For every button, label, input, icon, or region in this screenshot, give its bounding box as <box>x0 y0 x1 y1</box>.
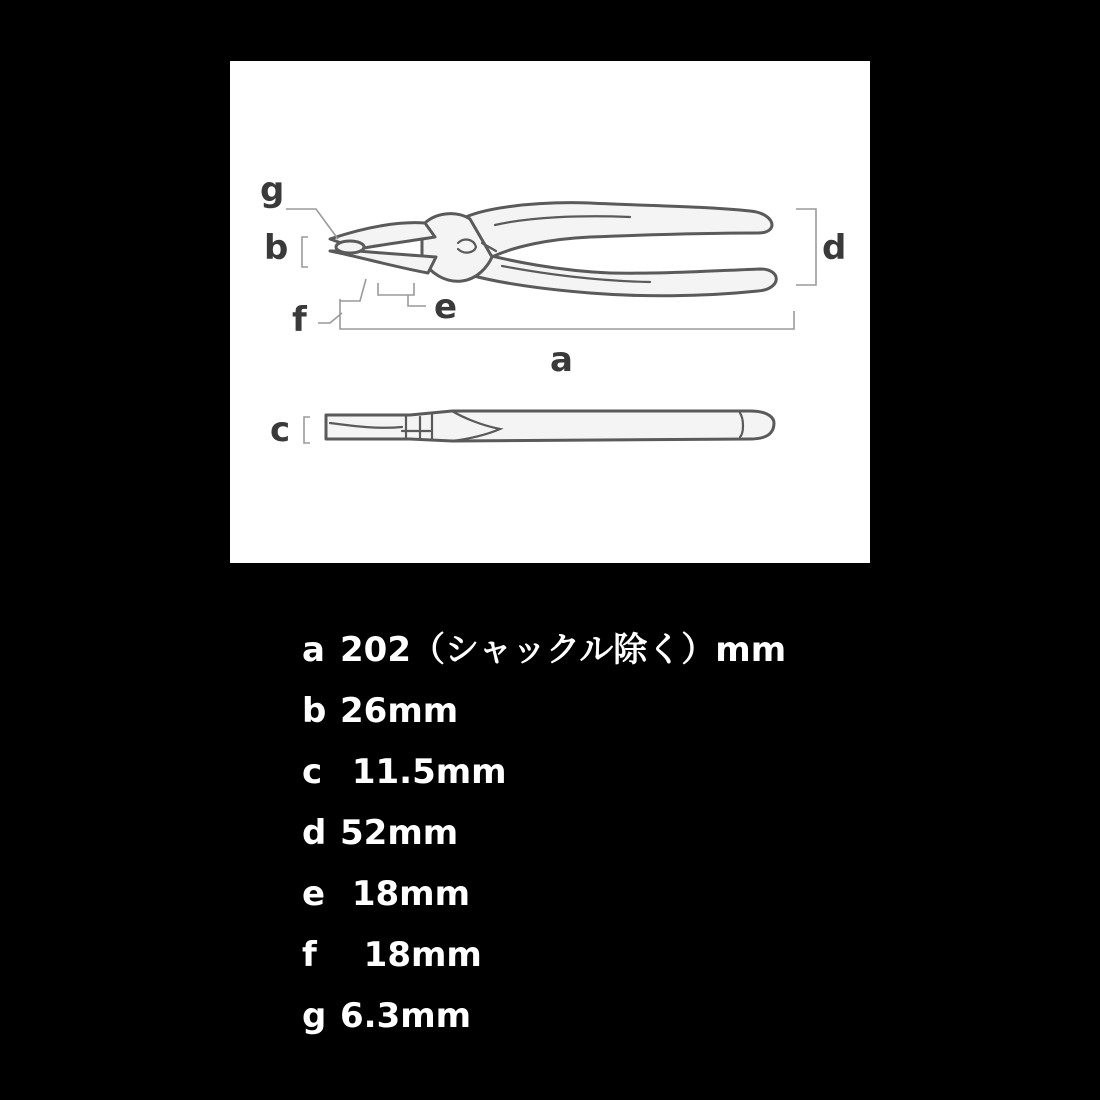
label-g: g <box>260 170 285 210</box>
f-leader <box>318 279 366 323</box>
spec-key: g <box>302 996 327 1036</box>
lower-jaw <box>330 251 436 273</box>
spec-row-e <box>302 866 786 927</box>
diagram-panel <box>230 61 870 563</box>
label-b: b <box>264 228 289 268</box>
lower-handle <box>470 253 776 296</box>
label-c: c <box>270 410 291 450</box>
d-bracket <box>796 209 816 285</box>
spec-key: a <box>302 630 325 670</box>
label-d: d <box>822 228 847 268</box>
label-f: f <box>292 300 307 340</box>
spec-row-g <box>302 988 786 1049</box>
spec-value: 11.5mm <box>340 752 507 792</box>
upper-handle <box>462 203 772 257</box>
spec-value: 202（シャックル除く）mm <box>340 630 787 670</box>
spec-key: b <box>302 691 327 731</box>
spec-value: 18mm <box>340 874 471 914</box>
pliers-side-view <box>304 411 774 443</box>
b-bracket <box>302 237 308 267</box>
spec-key: d <box>302 813 327 853</box>
pliers-top-view <box>330 203 776 296</box>
label-e: e <box>434 287 458 327</box>
pliers-dimension-diagram <box>230 61 870 563</box>
c-bracket <box>304 417 310 443</box>
g-leader <box>286 209 338 239</box>
spec-value: 52mm <box>340 813 459 853</box>
spec-value: 18mm <box>340 935 482 975</box>
label-a: a <box>550 340 573 380</box>
spec-row-f <box>302 927 786 988</box>
spec-value: 6.3mm <box>340 996 472 1036</box>
spec-key: c <box>302 752 323 792</box>
spec-row-c <box>302 744 786 805</box>
spec-key: e <box>302 874 326 914</box>
spec-row-b <box>302 683 786 744</box>
side-view-body <box>326 411 774 441</box>
gripping-teeth <box>336 241 364 253</box>
spec-key: f <box>302 935 317 975</box>
spec-value: 26mm <box>340 691 459 731</box>
spec-list <box>302 622 786 1049</box>
spec-row-a <box>302 622 786 683</box>
e-bracket <box>378 283 426 306</box>
spec-row-d <box>302 805 786 866</box>
